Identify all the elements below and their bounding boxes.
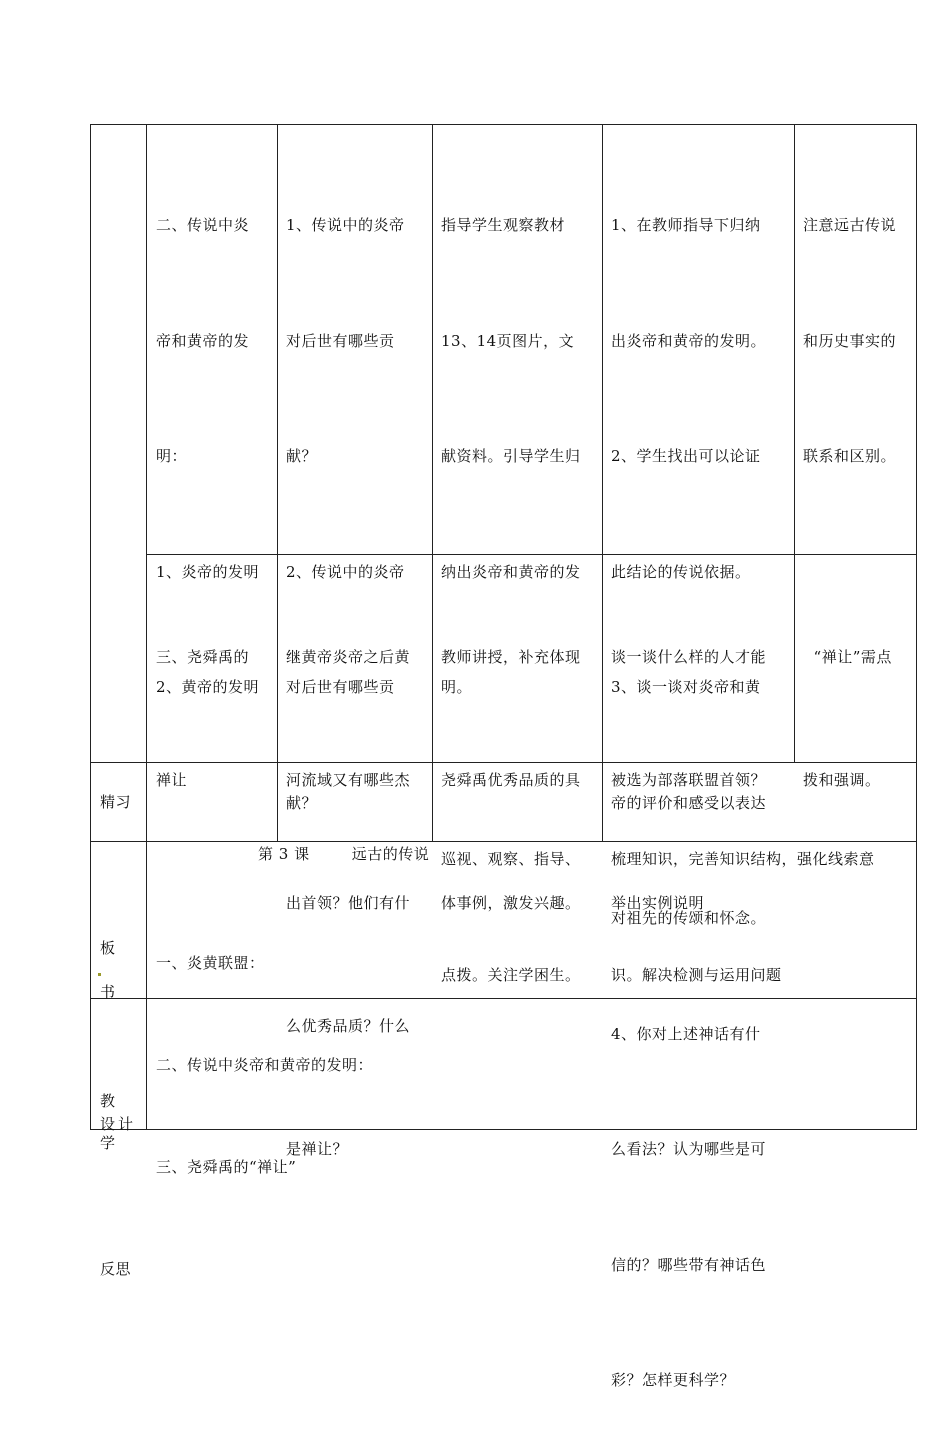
question-line: 对后世有哪些贡 <box>286 678 395 696</box>
notes-line: 联系和区别。 <box>803 447 897 465</box>
teacher-line: 教师讲授，补充体现 <box>441 648 581 666</box>
col-divider <box>602 124 603 842</box>
student-line: 2、学生找出可以论证 <box>611 447 761 465</box>
student-line: 被选为部落联盟首领？ <box>611 771 767 789</box>
table-border-top <box>90 124 917 125</box>
notes-line: 注意远古传说 <box>803 216 897 234</box>
col-divider <box>432 124 433 842</box>
col-divider <box>277 124 278 842</box>
question-line: 对后世有哪些贡 <box>286 331 395 350</box>
student-line: 举出实例说明 <box>611 894 705 912</box>
col-divider <box>146 124 147 1130</box>
col-divider <box>794 124 795 763</box>
notes-line: 拨和强调。 <box>803 771 881 789</box>
teacher-line: 献资料。引导学生归 <box>441 447 581 465</box>
student-line: 出炎帝和黄帝的发明。 <box>611 331 767 350</box>
topic-line: 帝和黄帝的发 <box>156 331 250 350</box>
topic-line: 2、黄帝的发明 <box>156 678 260 696</box>
topic-line: 1、炎帝的发明 <box>156 562 260 581</box>
student-line: 谈一谈什么样的人才能 <box>611 648 767 666</box>
question-line: 么优秀品质？什么 <box>286 1017 411 1035</box>
teacher-line: 13、14页图片，文 <box>441 331 575 350</box>
board-items <box>156 878 856 1218</box>
row-label-practice: 精习 <box>100 793 132 811</box>
question-line: 2、传说中的炎帝 <box>286 562 405 581</box>
topic-line: 禅让 <box>156 771 188 789</box>
table-border-left <box>90 124 91 1130</box>
teacher-line: 点拨。关注学困生。 <box>441 965 581 984</box>
board-item: 三、尧舜禹的“禅让” <box>156 1158 297 1176</box>
label-line: 教学 <box>100 1092 128 1152</box>
student-line: 梳理知识，完善知识结构，强化线索意 <box>611 850 875 868</box>
topic-line: 明： <box>156 447 188 465</box>
board-item: 一、炎黄联盟： <box>156 954 265 972</box>
student-line: 么看法？认为哪些是可 <box>611 1140 767 1158</box>
label-line: 反思 <box>100 1260 132 1278</box>
question-line: 出首领？他们有什 <box>286 894 411 912</box>
teacher-line: 纳出炎帝和黄帝的发 <box>441 562 581 581</box>
question-line: 继黄帝炎帝之后黄 <box>286 648 411 666</box>
question-line: 献？ <box>286 793 318 812</box>
teacher-line: 体事例，激发兴趣。 <box>441 894 581 912</box>
teacher-line: 明。 <box>441 678 473 696</box>
notes-cell <box>803 129 915 514</box>
topic-cell <box>156 555 274 842</box>
student-line: 3、谈一谈对炎帝和黄 <box>611 678 761 696</box>
student-line: 1、在教师指导下归纳 <box>611 216 761 234</box>
teacher-line: 巡视、观察、指导、 <box>441 850 581 868</box>
stray-mark <box>98 973 101 976</box>
topic-line: 三、尧舜禹的 <box>156 648 250 666</box>
question-line: 献？ <box>286 447 318 465</box>
notes-line: 和历史事实的 <box>803 331 897 350</box>
row-label-reflection <box>100 996 146 1332</box>
teacher-line: 尧舜禹优秀品质的具 <box>441 771 581 789</box>
student-line: 信的？哪些带有神话色 <box>611 1255 767 1274</box>
notes-line: “禅让”需点 <box>803 648 892 666</box>
student-line: 对祖先的传颂和怀念。 <box>611 909 767 927</box>
board-item: 二、传说中炎帝和黄帝的发明： <box>156 1056 374 1074</box>
question-line: 是禅让？ <box>286 1140 349 1158</box>
student-line: 帝的评价和感受以表达 <box>611 793 767 812</box>
student-line: 4、你对上述神话有什 <box>611 1024 761 1043</box>
question-line: 1、传说中的炎帝 <box>286 216 405 234</box>
table-border-right <box>916 124 917 1130</box>
student-line: 此结论的传说依据。 <box>611 562 751 581</box>
student-line: 彩？怎样更科学？ <box>611 1371 736 1389</box>
teacher-line: 指导学生观察教材 <box>441 216 566 234</box>
question-line: 河流域又有哪些杰 <box>286 771 411 789</box>
student-line: 识。解决检测与运用问题 <box>611 965 782 984</box>
topic-line: 二、传说中炎 <box>156 216 250 234</box>
label-line: 设计 <box>100 1115 137 1133</box>
board-title: 第 3 课 远古的传说 <box>258 845 430 863</box>
label-line: 板书 <box>100 939 128 1001</box>
